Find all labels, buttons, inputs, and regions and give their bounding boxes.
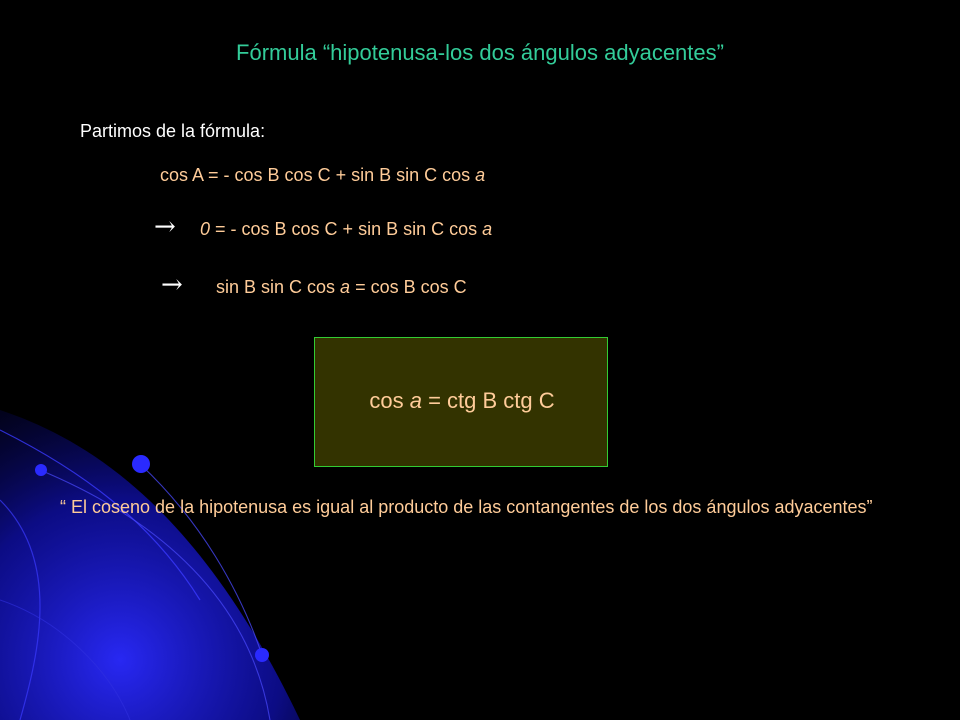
decoration-dot-2 [35,464,47,476]
equation-3-suffix: = cos B cos C [350,277,467,297]
slide-title: Fórmula “hipotenusa-los dos ángulos adyacentes” [236,40,724,65]
result-variable: a [409,388,422,413]
equation-2 [200,219,492,240]
arrow-icon: → [154,212,176,242]
equation-3-variable: a [340,277,351,297]
equation-1 [160,165,485,186]
result-suffix: = ctg B ctg C [421,388,555,413]
equation-1-variable: a [475,165,486,185]
result-prefix: cos [369,388,410,413]
equation-1-main: cos A = - cos B cos C + sin B sin C cos [160,165,476,185]
equation-2-lead: 0 [200,219,211,239]
equation-2-main: = - cos B cos C + sin B sin C cos [210,219,483,239]
equation-2-variable: a [482,219,493,239]
equation-3-prefix: sin B sin C cos [216,277,341,297]
equation-3 [216,277,467,298]
result-box [314,337,608,467]
theorem-statement: “ El coseno de la hipotenusa es igual al producto de las contangentes de los dos ángulos adyacentes” [60,497,873,517]
decoration-dot-1 [132,455,150,473]
result-formula [315,388,609,414]
intro-text: Partimos de la fórmula: [80,121,266,141]
decoration-glow [0,410,300,720]
arrow-icon: → [161,270,183,300]
decoration-dot-3 [255,648,269,662]
